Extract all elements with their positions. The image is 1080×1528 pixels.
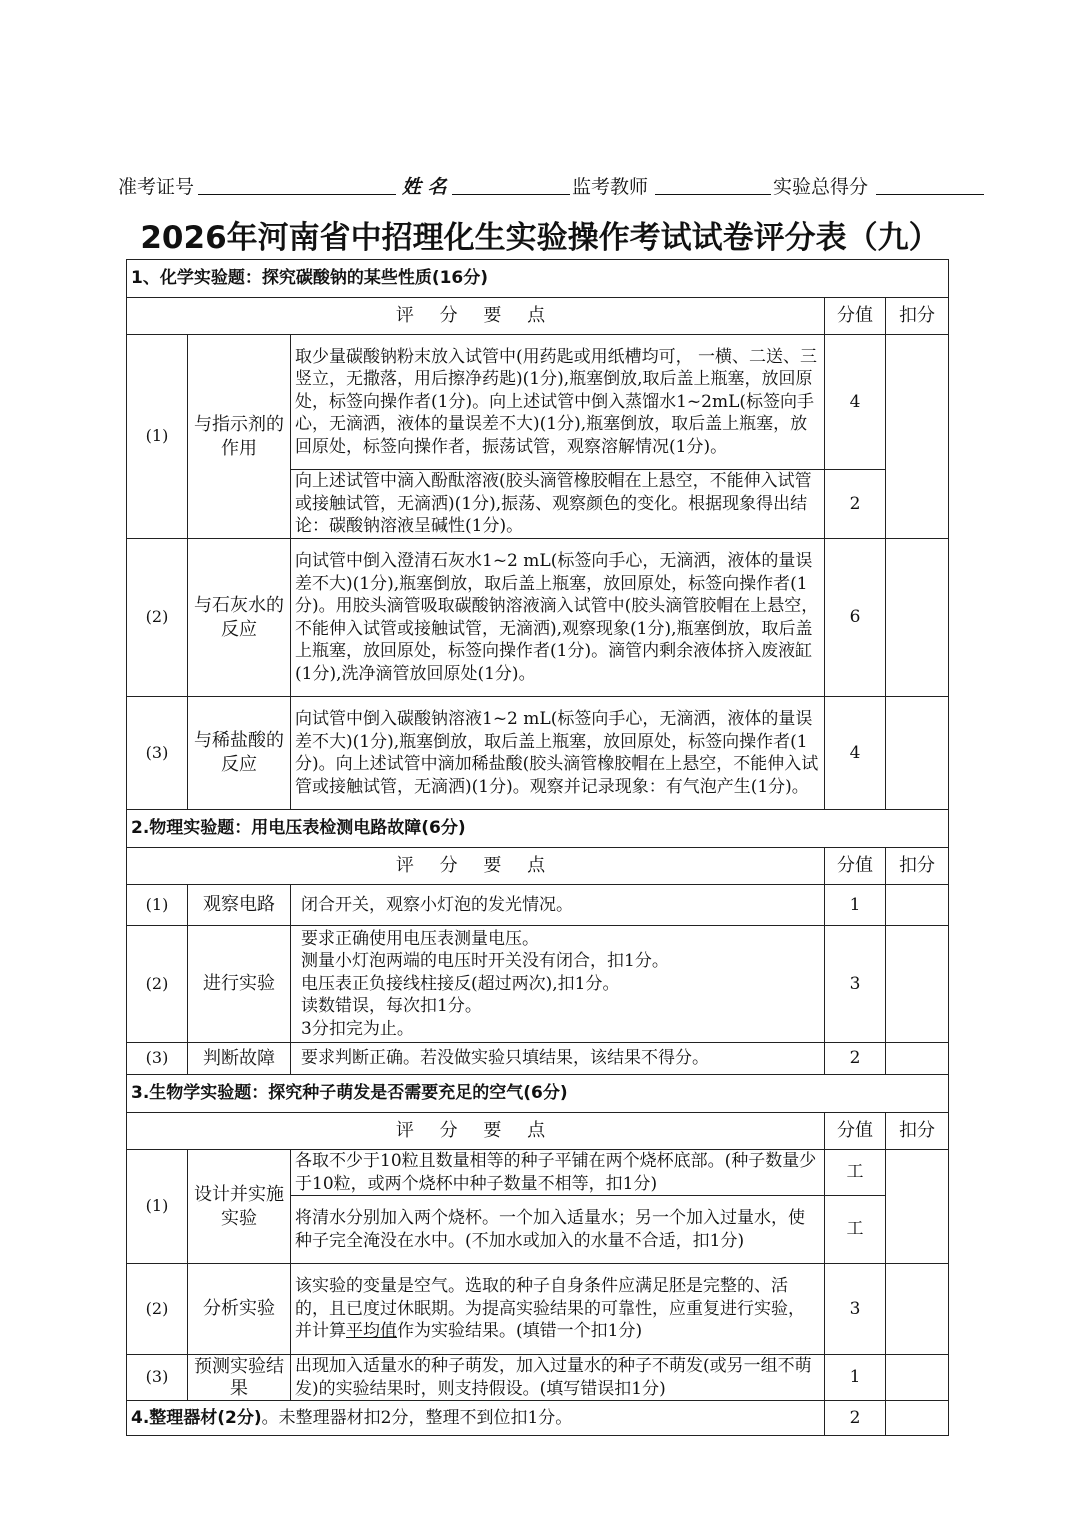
item-number: (2)	[127, 539, 188, 697]
criteria-line: 要求正确使用电压表测量电压。	[301, 928, 539, 949]
item-criteria: 取少量碳酸钠粉末放入试管中(用药匙或用纸槽均可， 一横、二送、三竖立，无撒落，用后擦净药匙)(1分),瓶塞倒放,取后盖上瓶塞，放回原处，标签向操作者(1分)。向上述试管中倒入蒸馏水1~2mL(标签向手心，无滴洒，液体的量误差不大)(1分),瓶塞倒放，取后盖上瓶塞，放回原处，标签向操作者，振荡试管，观察溶解情况(1分)。	[291, 335, 825, 470]
item-score: 1	[825, 885, 886, 926]
deduct-cell[interactable]	[886, 1150, 949, 1264]
criteria-line: 读数错误，每次扣1分。	[301, 996, 482, 1017]
exam-id-label: 准考证号	[118, 176, 195, 198]
item-score: 工	[825, 1196, 886, 1264]
key-points-header: 评 分 要 点	[395, 304, 556, 326]
table-row	[127, 885, 949, 926]
score-header: 分值	[825, 1113, 886, 1150]
deduct-cell[interactable]	[886, 335, 949, 539]
table-row	[127, 539, 949, 697]
proctor-label: 监考教师	[572, 176, 649, 198]
item-score: 2	[825, 1401, 886, 1436]
deduct-cell[interactable]	[886, 539, 949, 697]
deduct-cell[interactable]	[886, 926, 949, 1043]
table-row	[127, 335, 949, 470]
item-number: (2)	[127, 926, 188, 1043]
exam-header	[118, 172, 988, 200]
table-row	[127, 1264, 949, 1355]
item-score: 2	[825, 470, 886, 539]
physics-section-title: 2.物理实验题：用电压表检测电路故障(6分)	[127, 810, 949, 848]
deduct-cell[interactable]	[886, 697, 949, 810]
item-label: 与石灰水的反应	[188, 539, 291, 697]
item-number: (1)	[127, 335, 188, 539]
item-label: 与指示剂的作用	[188, 335, 291, 539]
scoring-table	[126, 259, 949, 1436]
item-label: 与稀盐酸的反应	[188, 697, 291, 810]
criteria-text: 该实验的变量是空气。选取的种子自身条件应满足胚是完整的、活的，且已度过休眠期。为提高实验结果的可靠性，应重复进行实验，并计算	[295, 1276, 805, 1342]
item-number: (3)	[127, 697, 188, 810]
item-score: 工	[825, 1150, 886, 1196]
item-criteria: 将清水分别加入两个烧杯。一个加入适量水；另一个加入过量水，使种子完全淹没在水中。(不加水或加入的水量不合适，扣1分)	[291, 1196, 825, 1264]
page-title: 2026年河南省中招理化生实验操作考试试卷评分表（九）	[140, 220, 940, 256]
item-criteria	[291, 926, 825, 1043]
item-number: (1)	[127, 885, 188, 926]
cleanup-row-text	[127, 1401, 825, 1436]
item-label: 设计并实施实验	[188, 1150, 291, 1264]
deduct-cell[interactable]	[886, 1264, 949, 1355]
table-row	[127, 926, 949, 1043]
deduct-cell[interactable]	[886, 1043, 949, 1075]
criteria-line: 3分扣完为止。	[301, 1018, 414, 1039]
item-label: 判断故障	[188, 1043, 291, 1075]
item-score: 3	[825, 926, 886, 1043]
table-row	[127, 1355, 949, 1401]
table-row	[127, 697, 949, 810]
item-score: 4	[825, 697, 886, 810]
criteria-line: 测量小灯泡两端的电压时开关没有闭合，扣1分。	[301, 951, 669, 972]
item-number: (2)	[127, 1264, 188, 1355]
key-points-header: 评 分 要 点	[395, 1119, 556, 1141]
criteria-text: 作为实验结果。(填错一个扣1分)	[397, 1321, 643, 1342]
item-score: 4	[825, 335, 886, 470]
physics-column-header	[127, 848, 949, 885]
proctor-field[interactable]	[655, 194, 771, 195]
deduct-cell[interactable]	[886, 1355, 949, 1401]
table-row	[127, 1043, 949, 1075]
cleanup-title: 4.整理器材(2分)	[131, 1407, 262, 1428]
table-row	[127, 1150, 949, 1196]
chemistry-section-title: 1、化学实验题：探究碳酸钠的某些性质(16分)	[127, 260, 949, 298]
deduct-cell[interactable]	[886, 885, 949, 926]
name-field[interactable]	[452, 194, 570, 195]
deduct-header: 扣分	[886, 1113, 949, 1150]
item-criteria	[291, 1264, 825, 1355]
item-number: (1)	[127, 1150, 188, 1264]
item-criteria: 出现加入适量水的种子萌发，加入过量水的种子不萌发(或另一组不萌发)的实验结果时，则支持假设。(填写错误扣1分)	[291, 1355, 825, 1401]
total-score-label: 实验总得分	[773, 176, 869, 198]
item-score: 6	[825, 539, 886, 697]
item-label: 观察电路	[188, 885, 291, 926]
score-header: 分值	[825, 848, 886, 885]
deduct-header: 扣分	[886, 298, 949, 335]
total-score-field[interactable]	[876, 194, 984, 195]
item-criteria: 各取不少于10粒且数量相等的种子平铺在两个烧杯底部。(种子数量少于10粒，或两个烧杯中种子数量不相等，扣1分)	[291, 1150, 825, 1196]
cleanup-text: 。未整理器材扣2分，整理不到位扣1分。	[261, 1407, 573, 1428]
item-label: 分析实验	[188, 1264, 291, 1355]
name-label: 姓 名	[402, 176, 447, 198]
deduct-header: 扣分	[886, 848, 949, 885]
item-number: (3)	[127, 1355, 188, 1401]
item-label: 进行实验	[188, 926, 291, 1043]
item-score: 2	[825, 1043, 886, 1075]
item-criteria: 向上述试管中滴入酚酞溶液(胶头滴管橡胶帽在上悬空，不能伸入试管或接触试管，无滴洒)(1分),振荡、观察颜色的变化。根据现象得出结论：碳酸钠溶液呈碱性(1分)。	[291, 470, 825, 539]
score-header: 分值	[825, 298, 886, 335]
key-points-header: 评 分 要 点	[395, 854, 556, 876]
biology-section-title: 3.生物学实验题：探究种子萌发是否需要充足的空气(6分)	[127, 1075, 949, 1113]
criteria-line: 电压表正负接线柱接反(超过两次),扣1分。	[301, 973, 620, 994]
item-criteria: 向试管中倒入澄清石灰水1~2 mL(标签向手心，无滴洒，液体的量误差不大)(1分),瓶塞倒放，取后盖上瓶塞，放回原处，标签向操作者(1分)。用胶头滴管吸取碳酸钠溶液滴入试管中(胶头滴管胶帽在上悬空，不能伸入试管或接触试管，无滴洒),观察现象(1分),瓶塞倒放，取后盖上瓶塞，放回原处，标签向操作者(1分)。滴管内剩余液体挤入废液缸(1分),洗净滴管放回原处(1分)。	[291, 539, 825, 697]
item-score: 3	[825, 1264, 886, 1355]
item-score: 1	[825, 1355, 886, 1401]
item-label: 预测实验结果	[188, 1355, 291, 1401]
item-criteria: 向试管中倒入碳酸钠溶液1~2 mL(标签向手心，无滴洒，液体的量误差不大)(1分),瓶塞倒放，取后盖上瓶塞，放回原处，标签向操作者(1分)。向上述试管中滴加稀盐酸(胶头滴管橡胶帽在上悬空，不能伸入试管或接触试管，无滴洒)(1分)。观察并记录现象：有气泡产生(1分)。	[291, 697, 825, 810]
biology-column-header	[127, 1113, 949, 1150]
table-row	[127, 1401, 949, 1436]
underlined-term: 平均值	[346, 1321, 397, 1342]
item-number: (3)	[127, 1043, 188, 1075]
item-criteria: 要求判断正确。若没做实验只填结果，该结果不得分。	[291, 1043, 825, 1075]
exam-id-field[interactable]	[198, 194, 396, 195]
deduct-cell[interactable]	[886, 1401, 949, 1436]
chemistry-column-header	[127, 298, 949, 335]
item-criteria: 闭合开关，观察小灯泡的发光情况。	[291, 885, 825, 926]
